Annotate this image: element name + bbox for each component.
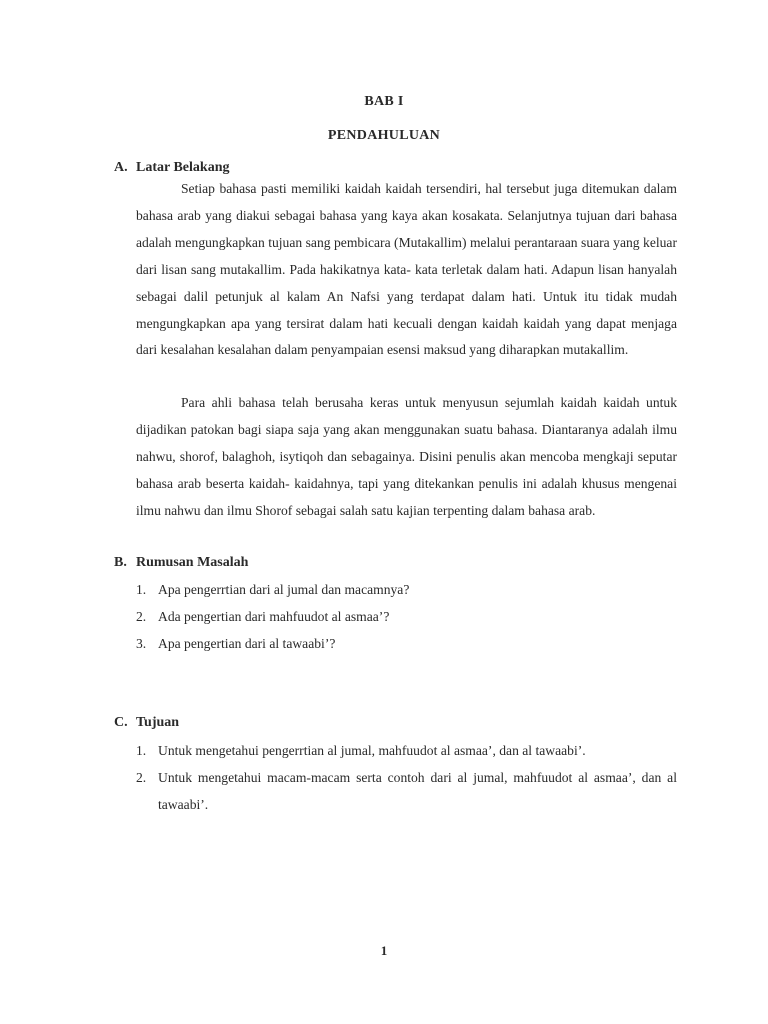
list-text: Untuk mengetahui macam-macam serta contoh dari al jumal, mahfuudot al asmaa’, dan al tawaabi’. xyxy=(158,769,677,812)
list-text: Untuk mengetahui pengerrtian al jumal, mahfuudot al asmaa’, dan al tawaabi’. xyxy=(158,743,586,758)
section-letter: B. xyxy=(114,555,127,570)
list-item xyxy=(136,631,677,658)
section-title: Rumusan Masalah xyxy=(136,555,249,570)
section-title: Tujuan xyxy=(136,715,180,730)
rumusan-masalah-list xyxy=(136,577,677,657)
list-number: 1. xyxy=(136,582,147,597)
list-number: 2. xyxy=(136,769,147,785)
list-text: Apa pengertian dari al tawaabi’? xyxy=(158,635,336,651)
list-item xyxy=(136,765,677,819)
list-number: 3. xyxy=(136,635,147,651)
paragraph-latar-belakang-2: Para ahli bahasa telah berusaha keras untuk menyusun sejumlah kaidah kaidah untuk dijadikan patokan bagi siapa saja yang akan menggunakan suatu bahasa. Diantaranya adalah ilmu nahwu, shorof, balaghoh, isytiqoh dan sebagainya. Disini penulis akan mencoba mengkaji seputar bahasa arab beserta kaidah- kaidahnya, tapi yang ditekankan penulis ini adalah khusus mengenai ilmu nahwu dan ilmu Shorof sebagai salah satu kajian terpenting dalam bahasa arab. xyxy=(136,395,677,518)
list-item xyxy=(136,604,677,631)
list-item xyxy=(136,577,677,604)
list-number: 2. xyxy=(136,608,147,624)
section-letter: C. xyxy=(114,715,128,730)
section-heading-rumusan-masalah xyxy=(114,555,248,571)
tujuan-list xyxy=(136,738,677,818)
chapter-title: PENDAHULUAN xyxy=(327,128,441,143)
paragraph-latar-belakang-1: Setiap bahasa pasti memiliki kaidah kaidah tersendiri, hal tersebut juga ditemukan dalam bahasa arab yang diakui sebagai bahasa yang kaya akan kosakata. Selanjutnya tujuan dari bahasa adalah mengungkapkan tujuan sang pembicara (Mutakallim) melalui perantaraan suara yang keluar dari lisan sang mutakallim. Pada hakikatnya kata- kata terletak dalam hati. Adapun lisan hanyalah sebagai dalil petunjuk al kalam An Nafsi yang terdapat dalam hati. Untuk itu tidak mudah mengungkapkan apa yang tersirat dalam hati kecuali dengan kaidah kaidah yang dapat menjaga dari kesalahan kesalahan dalam penyampaian esensi maksud yang diharapkan mutakallim. xyxy=(136,181,677,358)
section-heading-tujuan xyxy=(114,715,179,731)
page-number: 1 xyxy=(380,943,388,958)
section-title: Latar Belakang xyxy=(136,160,230,175)
list-number: 1. xyxy=(136,743,147,758)
section-heading-latar-belakang xyxy=(114,160,229,176)
section-letter: A. xyxy=(114,160,128,175)
chapter-label: BAB I xyxy=(364,94,404,109)
list-item xyxy=(136,738,677,765)
list-text: Ada pengertian dari mahfuudot al asmaa’? xyxy=(158,608,390,624)
list-text: Apa pengerrtian dari al jumal dan macamnya? xyxy=(158,582,410,597)
